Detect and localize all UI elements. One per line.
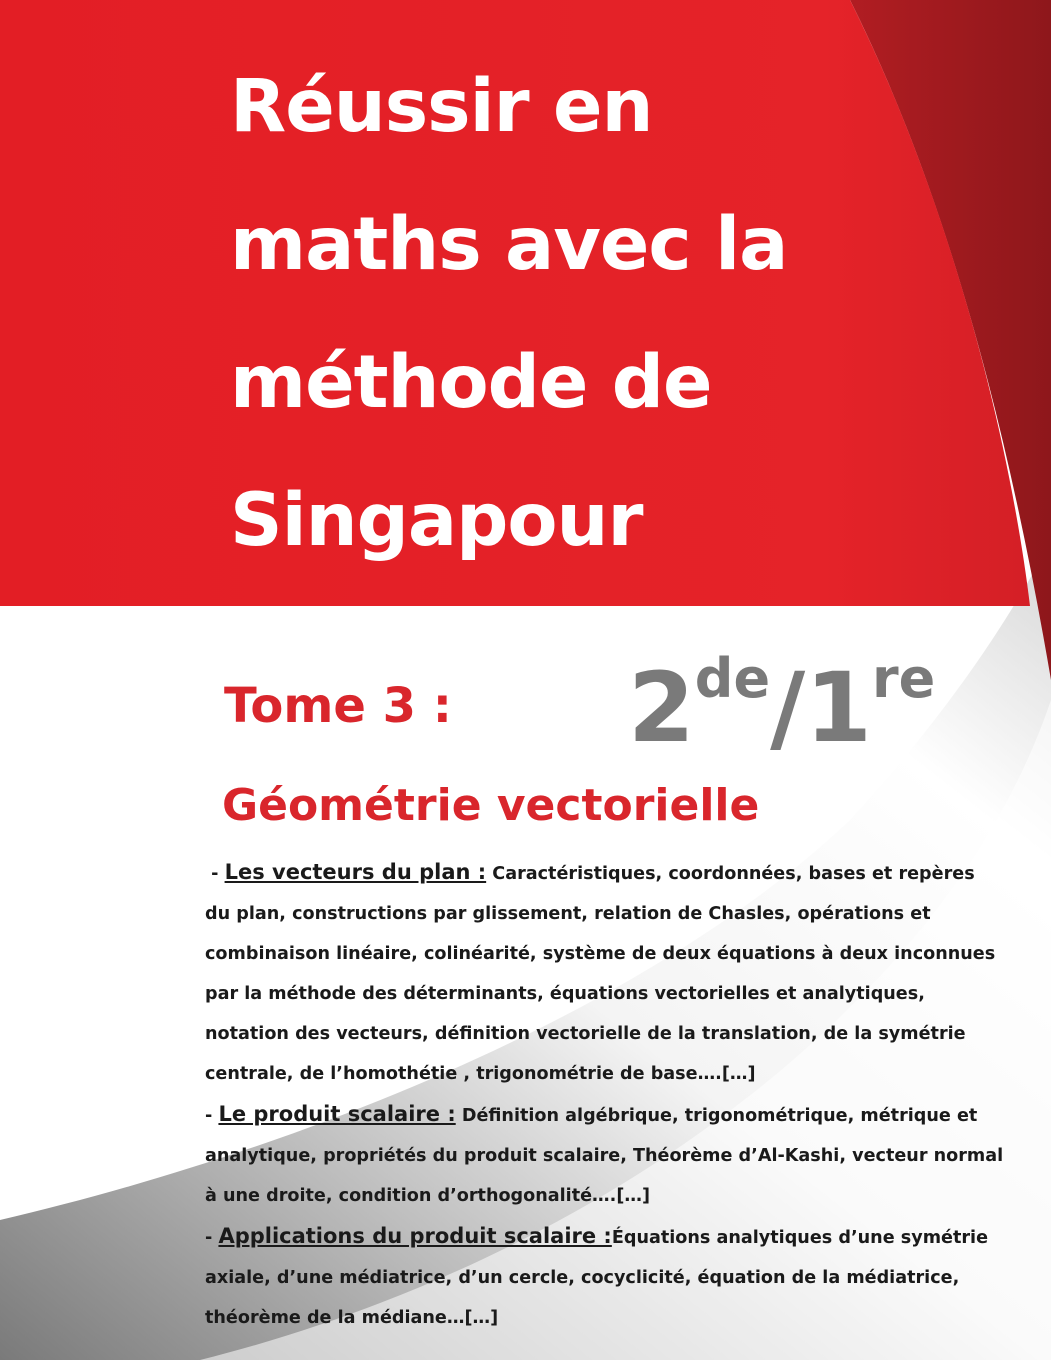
grade-first-suffix: de	[694, 647, 771, 710]
section-vecteurs	[205, 852, 1005, 1094]
contents-description	[205, 852, 1005, 1338]
section-dash: -	[205, 1228, 219, 1248]
subject-title: Géométrie vectorielle	[222, 780, 760, 831]
cover-title	[230, 38, 990, 590]
section-produit-scalaire	[205, 1094, 1005, 1216]
section-heading: Applications du produit scalaire :	[218, 1224, 612, 1248]
grade-second-suffix: re	[871, 647, 936, 710]
title-line-3: méthode de	[230, 340, 712, 425]
section-heading: Le produit scalaire :	[218, 1102, 456, 1126]
section-text: Équations analytiques d’une symétrie axiale, d’une médiatrice, d’un cercle, cocyclicité, équation de la médiatrice, théorème de la médiane…[…]	[205, 1228, 989, 1328]
section-dash: -	[205, 1106, 219, 1126]
section-dash: -	[211, 864, 225, 884]
section-applications	[205, 1216, 1005, 1338]
section-text: Caractéristiques, coordonnées, bases et repères du plan, constructions par glissement, relation de Chasles, opérations et combinaison linéaire, colinéarité, système de deux équations à deux inconnues par la méthode des déterminants, équations vectorielles et analytiques, notation des vecteurs, définition vectorielle de la translation, de la symétrie centrale, de l’homothétie , trigonométrie de base….[…]	[205, 864, 996, 1084]
grade-separator: /	[770, 652, 806, 764]
section-text: Définition algébrique, trigonométrique, métrique et analytique, propriétés du produit scalaire, Théorème d’Al-Kashi, vecteur normal à une droite, condition d’orthogonalité….[…]	[205, 1106, 1004, 1206]
tome-label: Tome 3 :	[224, 678, 452, 734]
title-line-2: maths avec la	[230, 202, 788, 287]
grade-level	[628, 647, 936, 764]
title-line-4: Singapour	[230, 478, 643, 563]
section-heading: Les vecteurs du plan :	[224, 860, 487, 884]
grade-first-number: 2	[628, 652, 695, 764]
title-line-1: Réussir en	[230, 64, 653, 149]
grade-second-number: 1	[805, 652, 872, 764]
